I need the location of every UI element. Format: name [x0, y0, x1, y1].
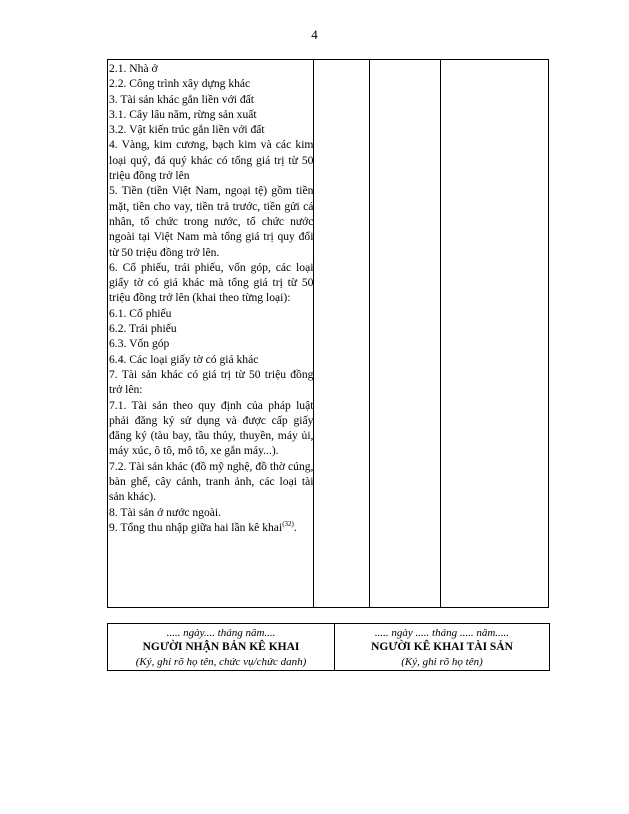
list-item: 6.2. Trái phiếu: [109, 322, 177, 336]
list-item: 7.2. Tài sản khác (đồ mỹ nghệ, đồ thờ cúng, bàn ghế, cây cảnh, tranh ảnh, các loại tài sản khác).: [109, 459, 314, 504]
list-item: 3.2. Vật kiến trúc gắn liền với đất: [109, 123, 265, 137]
list-item: 7.1. Tài sản theo quy định của pháp luật phải đăng ký sử dụng và được cấp giấy đăng ký (tàu bay, tầu thủy, thuyền, máy ủi, máy xúc, ô tô, mô tô, xe gắn máy...).: [109, 398, 314, 458]
value-cell-2: [369, 60, 440, 608]
list-item: 6.1. Cổ phiếu: [109, 306, 172, 320]
list-item-suffix: .: [293, 520, 297, 534]
page-number: 4: [311, 27, 318, 42]
receiver-note: (Ký, ghi rõ họ tên, chức vụ/chức danh): [135, 656, 307, 668]
declarant-note: (Ký, ghi rõ họ tên): [401, 656, 483, 668]
list-item: 3.1. Cây lâu năm, rừng sản xuất: [109, 107, 257, 121]
declarant-signature-block: [335, 624, 550, 671]
declarant-date: ..... ngày ..... tháng ..... năm.....: [374, 627, 510, 639]
footnote-marker: (32): [282, 520, 294, 529]
value-cell-1: [314, 60, 369, 608]
list-item: 6.3. Vốn góp: [109, 337, 170, 351]
asset-description-cell: [108, 60, 314, 608]
asset-declaration-table: [107, 59, 549, 608]
list-item-total-income: [109, 520, 313, 535]
list-item: 5. Tiền (tiền Việt Nam, ngoại tệ) gồm tiền mặt, tiền cho vay, tiền trả trước, tiền gửi cá nhân, tổ chức trong nước, tổ chức nước ngoài tại Việt Nam mà tổng giá trị quy đổi từ 50 triệu đồng trở lên.: [109, 184, 314, 259]
list-item-text: 9. Tổng thu nhập giữa hai lần kê khai: [109, 520, 283, 534]
value-cell-3: [440, 60, 548, 608]
table-row: [108, 624, 550, 671]
list-item: 4. Vàng, kim cương, bạch kim và các kim loại quý, đá quý khác có tổng giá trị từ 50 triệu đồng trở lên: [109, 138, 314, 183]
list-item: 8. Tài sản ở nước ngoài.: [109, 505, 222, 519]
list-item: 2.2. Công trình xây dựng khác: [109, 77, 251, 91]
receiver-signature-block: [108, 624, 335, 671]
declarant-title: NGƯỜI KÊ KHAI TÀI SẢN: [371, 641, 513, 653]
list-item: 2.1. Nhà ở: [109, 62, 158, 75]
receiver-date: ..... ngày.... tháng năm....: [166, 627, 276, 639]
list-item: 6.4. Các loại giấy tờ có giá khác: [109, 352, 259, 366]
table-row: [108, 60, 549, 608]
list-item: 7. Tài sản khác có giá trị từ 50 triệu đồng trở lên:: [109, 367, 314, 397]
list-item: 3. Tài sản khác gắn liền với đất: [109, 92, 255, 106]
list-item: 6. Cổ phiếu, trái phiếu, vốn góp, các loại giấy tờ có giá khác mà tổng giá trị từ 50 triệu đồng trở lên (khai theo từng loại):: [109, 260, 314, 305]
signature-table: [107, 623, 550, 671]
receiver-title: NGƯỜI NHẬN BẢN KÊ KHAI: [142, 641, 300, 653]
